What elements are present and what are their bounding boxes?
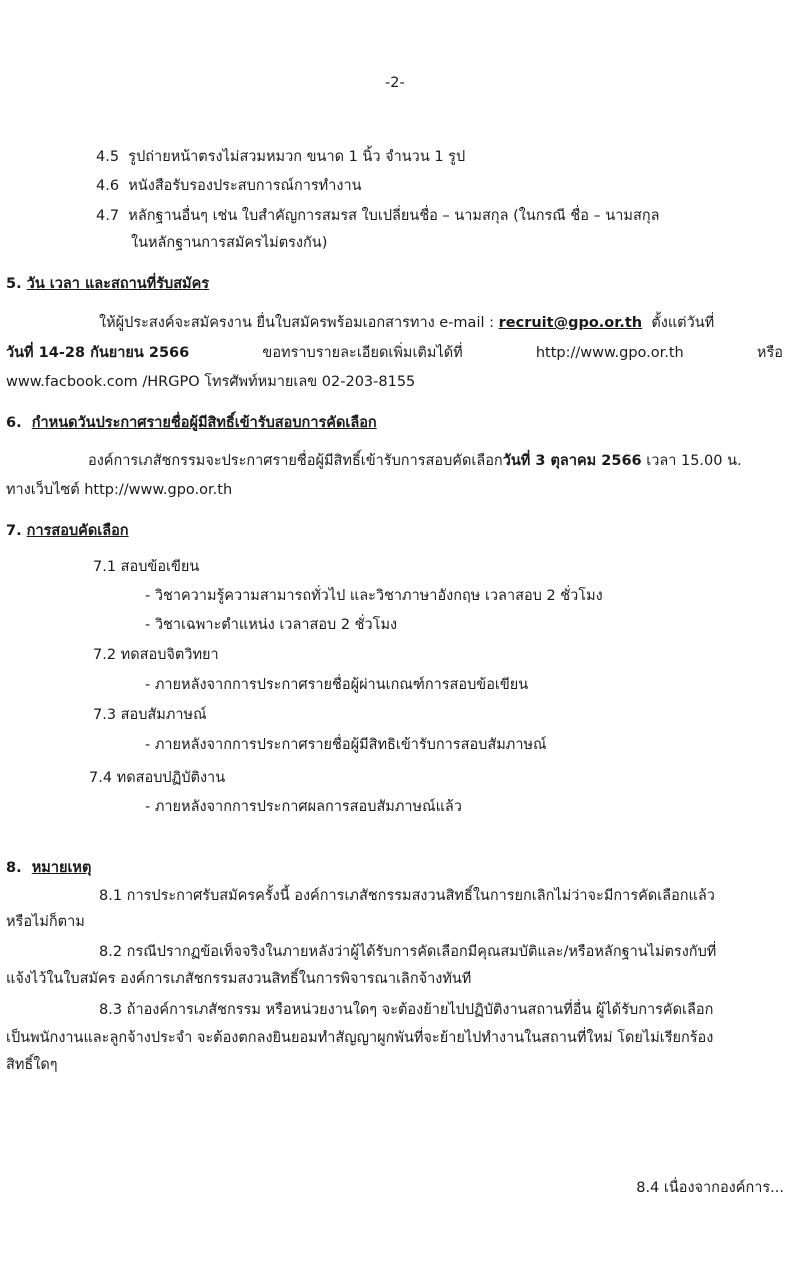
- section-5-line-2: [6, 343, 783, 363]
- note-8-3-line-2: เป็นพนักงานและลูกจ้างประจำ จะต้องตกลงยินยอมทำสัญญาผูกพันที่จะย้ายไปทำงานในสถานที่ใหม่ โดยไม่เรียกร้อง: [6, 1030, 714, 1046]
- note-8-1-line-1: 8.1 การประกาศรับสมัครครั้งนี้ องค์การเภสัชกรรมสงวนสิทธิ์ในการยกเลิกไม่ว่าจะมีการคัดเลือกแล้ว: [99, 888, 715, 904]
- section-5-heading: [6, 274, 209, 294]
- note-8-3-line-1: 8.3 ถ้าองค์การเภสัชกรรม หรือหน่วยงานใดๆ จะต้องย้ายไปปฏิบัติงานสถานที่อื่น ผู้ได้รับการคัดเลือก: [99, 1002, 714, 1018]
- section-6-text-2: เวลา 15.00 น.: [646, 453, 742, 469]
- section-6-heading: [6, 413, 377, 433]
- item-4-7-number: 4.7: [96, 208, 120, 224]
- item-4-5: [96, 147, 465, 167]
- item-4-6: [96, 176, 362, 196]
- item-7-2-a: - ภายหลังจากการประกาศรายชื่อผู้ผ่านเกณฑ์การสอบข้อเขียน: [145, 677, 529, 693]
- item-4-7-text: หลักฐานอื่นๆ เช่น ใบสำคัญการสมรส ใบเปลี่ยนชื่อ – นามสกุล (ในกรณี ชื่อ – นามสกุล: [128, 208, 660, 224]
- note-8-2-line-1: 8.2 กรณีปรากฏข้อเท็จจริงในภายหลังว่าผู้ได้รับการคัดเลือกมีคุณสมบัติและ/หรือหลักฐานไม่ตรงกับที่: [99, 944, 717, 960]
- section-5-text-2: ตั้งแต่วันที่: [651, 315, 715, 331]
- item-4-7-text-cont: ในหลักฐานการสมัครไม่ตรงกัน): [131, 235, 328, 251]
- section-5-line-1: [99, 313, 714, 333]
- section-7-number: 7.: [6, 523, 22, 539]
- section-6-text-1: องค์การเภสัชกรรมจะประกาศรายชื่อผู้มีสิทธิ์เข้ารับการสอบคัดเลือก: [88, 453, 503, 469]
- item-4-5-text: รูปถ่ายหน้าตรงไม่สวมหมวก ขนาด 1 นิ้ว จำนวน 1 รูป: [128, 149, 466, 165]
- item-7-4: 7.4 ทดสอบปฏิบัติงาน: [89, 770, 226, 786]
- section-5-number: 5.: [6, 276, 22, 292]
- section-6-number: 6.: [6, 415, 22, 431]
- section-5-title: วัน เวลา และสถานที่รับสมัคร: [26, 276, 210, 292]
- section-8-heading: [6, 858, 91, 878]
- continuation-note: 8.4 เนื่องจากองค์การ...: [636, 1180, 784, 1196]
- item-4-7: [96, 206, 660, 226]
- note-8-2-line-2: แจ้งไว้ในใบสมัคร องค์การเภสัชกรรมสงวนสิทธิ์ในการพิจารณาเลิกจ้างทันที: [6, 971, 472, 987]
- section-5-line-3: www.facbook.com /HRGPO โทรศัพท์หมายเลข 02-203-8155: [6, 374, 416, 390]
- section-7-heading: [6, 521, 129, 541]
- email-link[interactable]: recruit@gpo.or.th: [498, 315, 643, 331]
- page-number: -2-: [385, 75, 405, 91]
- item-7-3-a: - ภายหลังจากการประกาศรายชื่อผู้มีสิทธิเข้ารับการสอบสัมภาษณ์: [145, 737, 547, 753]
- item-4-6-number: 4.6: [96, 178, 120, 194]
- website-link[interactable]: http://www.gpo.or.th: [535, 345, 684, 361]
- note-8-1-line-2: หรือไม่ก็ตาม: [6, 914, 85, 930]
- note-8-3-line-3: สิทธิ์ใดๆ: [6, 1057, 58, 1073]
- section-7-title: การสอบคัดเลือก: [26, 523, 129, 539]
- section-5-text-1: ให้ผู้ประสงค์จะสมัครงาน ยื่นใบสมัครพร้อมเอกสารทาง e-mail :: [99, 315, 494, 331]
- section-6-line-1: [88, 451, 742, 471]
- item-7-2: 7.2 ทดสอบจิตวิทยา: [93, 647, 219, 663]
- application-date: วันที่ 14-28 กันยายน 2566: [6, 345, 190, 361]
- announcement-date: วันที่ 3 ตุลาคม 2566: [502, 453, 642, 469]
- section-6-title: กำหนดวันประกาศรายชื่อผู้มีสิทธิ์เข้ารับสอบการคัดเลือก: [31, 415, 377, 431]
- item-7-1: 7.1 สอบข้อเขียน: [93, 559, 200, 575]
- item-4-6-text: หนังสือรับรองประสบการณ์การทำงาน: [128, 178, 362, 194]
- item-7-1-a: - วิชาความรู้ความสามารถทั่วไป และวิชาภาษาอังกฤษ เวลาสอบ 2 ชั่วโมง: [145, 588, 603, 604]
- section-5-text-3: ขอทราบรายละเอียดเพิ่มเติมได้ที่: [262, 345, 463, 361]
- section-6-line-2: ทางเว็บไซต์ http://www.gpo.or.th: [6, 482, 233, 498]
- item-7-4-a: - ภายหลังจากการประกาศผลการสอบสัมภาษณ์แล้ว: [145, 799, 462, 815]
- section-8-number: 8.: [6, 860, 22, 876]
- section-8-title: หมายเหตุ: [31, 860, 92, 876]
- item-7-1-b: - วิชาเฉพาะตำแหน่ง เวลาสอบ 2 ชั่วโมง: [145, 617, 398, 633]
- section-5-text-4: หรือ: [756, 345, 783, 361]
- item-7-3: 7.3 สอบสัมภาษณ์: [93, 707, 207, 723]
- item-4-5-number: 4.5: [96, 149, 120, 165]
